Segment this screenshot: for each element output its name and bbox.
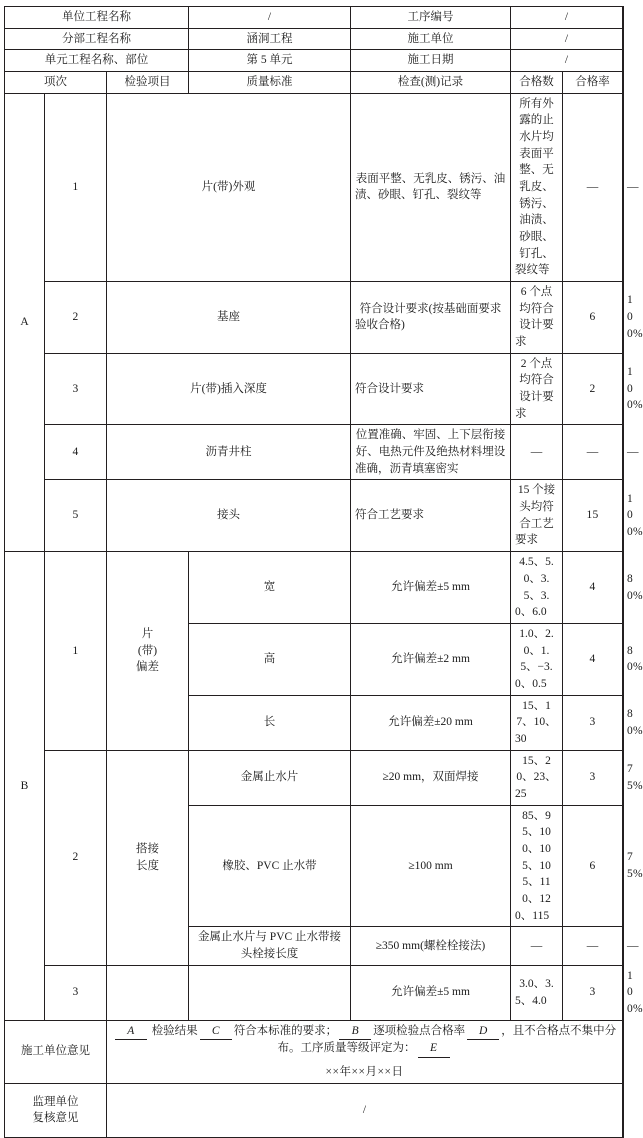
quality-standard: 允许偏差±2 mm — [351, 623, 511, 695]
inspect-item-sub-label: 高 — [189, 623, 351, 695]
qualified-count: 3 — [563, 965, 623, 1020]
check-record: 2 个点均符合设计要求 — [511, 353, 563, 425]
division-works-name-value[interactable]: 涵洞工程 — [189, 28, 351, 50]
qualified-count: 4 — [563, 552, 623, 624]
inspect-item-sub-label: 橡胶、PVC 止水带 — [189, 805, 351, 927]
item-no: 1 — [45, 93, 107, 281]
opinion-blank-b[interactable]: B — [339, 1023, 371, 1041]
inspect-item-name: 接头 — [107, 480, 351, 552]
inspect-item-name: 片(带)外观 — [107, 93, 351, 281]
supervisor-opinion-row — [5, 1083, 624, 1137]
inspect-item-sub-label: 金属止水片 — [189, 750, 351, 805]
qualified-count: 6 — [563, 805, 623, 927]
table-row — [5, 750, 624, 805]
construction-opinion-content[interactable] — [107, 1020, 623, 1083]
table-row — [5, 353, 624, 425]
qualified-count: — — [563, 93, 623, 281]
quality-standard: ≥350 mm(螺栓栓接法) — [351, 927, 511, 965]
process-number-label: 工序编号 — [351, 7, 511, 29]
construction-unit-value[interactable]: / — [511, 28, 623, 50]
qualified-rate: 100% — [627, 492, 643, 539]
check-record: 所有外露的止水片均表面平整、无乳皮、锈污、油渍、砂眼、钉孔、裂纹等 — [511, 93, 563, 281]
check-record: 15 个接头均符合工艺要求 — [511, 480, 563, 552]
col-header-qualified-rate: 合格率 — [563, 72, 623, 94]
check-record: 3.0、3.5、4.0 — [511, 965, 563, 1020]
qualified-rate: 100% — [627, 366, 643, 412]
qualified-rate: 80% — [627, 572, 643, 602]
construction-opinion-date[interactable]: ××年××月××日 — [325, 1065, 404, 1078]
col-header-item-no: 项次 — [5, 72, 107, 94]
qualified-rate: 100% — [627, 294, 643, 340]
qualified-rate: 100% — [627, 969, 643, 1015]
quality-standard: 允许偏差±20 mm — [351, 695, 511, 750]
unit-works-name-part-label: 单元工程名称、部位 — [5, 50, 189, 72]
check-record: 15、20、23、25 — [511, 750, 563, 805]
process-number-value[interactable]: / — [511, 7, 623, 29]
qualified-rate: 75% — [627, 851, 643, 880]
check-record: — — [511, 425, 563, 480]
qualified-rate: — — [627, 181, 639, 194]
table-row — [5, 93, 624, 281]
table-row — [5, 552, 624, 624]
item-no: 4 — [45, 425, 107, 480]
quality-standard: 表面平整、无乳皮、锈污、油渍、砂眼、钉孔、裂纹等 — [351, 93, 511, 281]
qualified-rate: 80% — [627, 707, 643, 737]
qualified-count: — — [563, 425, 623, 480]
unit-works-inspection-table — [4, 6, 643, 1138]
inspect-item-name: 片(带)插入深度 — [107, 353, 351, 425]
construction-date-label: 施工日期 — [351, 50, 511, 72]
quality-standard: 符合工艺要求 — [351, 480, 511, 552]
check-record: 85、95、100、105、105、110、120、115 — [511, 805, 563, 927]
qualified-count: 3 — [563, 750, 623, 805]
construction-unit-label: 施工单位 — [351, 28, 511, 50]
qualified-rate: 80% — [627, 644, 643, 674]
supervisor-opinion-value[interactable]: / — [107, 1083, 623, 1137]
opinion-blank-a[interactable]: A — [115, 1023, 147, 1041]
inspect-item-name: 基座 — [107, 282, 351, 354]
supervisor-opinion-label: 监理单位 复核意见 — [5, 1083, 107, 1137]
item-no: 2 — [45, 750, 107, 965]
qualified-rate: — — [627, 446, 639, 459]
table-row — [5, 282, 624, 354]
qualified-count: 15 — [563, 480, 623, 552]
opinion-text-1: 检验结果 — [148, 1024, 198, 1037]
item-no: 2 — [45, 282, 107, 354]
construction-opinion-row — [5, 1020, 624, 1083]
construction-date-value[interactable]: / — [511, 50, 623, 72]
qualified-count: 4 — [563, 623, 623, 695]
col-header-qualified-count: 合格数 — [511, 72, 563, 94]
col-header-check-record: 检查(测)记录 — [351, 72, 511, 94]
qualified-count: 3 — [563, 695, 623, 750]
project-name-value[interactable]: / — [189, 7, 351, 29]
check-record: 1.0、2.0、1.5、−3.0、0.5 — [511, 623, 563, 695]
quality-standard: 允许偏差±5 mm — [351, 552, 511, 624]
col-header-inspect-item: 检验项目 — [107, 72, 189, 94]
inspect-item-name: 沥青井柱 — [107, 425, 351, 480]
section-code-b: B — [5, 552, 45, 1020]
quality-standard: 符合设计要求 — [351, 353, 511, 425]
inspect-item-group-label — [107, 965, 189, 1020]
table-row — [5, 425, 624, 480]
item-no: 3 — [45, 353, 107, 425]
header-info-row — [5, 7, 624, 29]
quality-standard: 位置准确、牢固、上下层衔接好、电热元件及绝热材料埋设准确，沥青填塞密实 — [351, 425, 511, 480]
item-no: 5 — [45, 480, 107, 552]
check-record: 15、17、10、30 — [511, 695, 563, 750]
unit-works-name-part-value[interactable]: 第 5 单元 — [189, 50, 351, 72]
division-works-name-label: 分部工程名称 — [5, 28, 189, 50]
opinion-blank-c[interactable]: C — [200, 1023, 232, 1041]
inspect-item-group-label: 搭接 长度 — [107, 750, 189, 965]
qualified-rate: 75% — [627, 762, 643, 792]
table-row — [5, 965, 624, 1020]
project-name-label: 单位工程名称 — [5, 7, 189, 29]
inspect-item-group-label: 片 (带) 偏差 — [107, 552, 189, 750]
check-record: 6 个点均符合设计要求 — [511, 282, 563, 354]
inspect-item-sub-label: 金属止水片与 PVC 止水带接头栓接长度 — [189, 927, 351, 965]
col-header-quality-standard: 质量标准 — [189, 72, 351, 94]
quality-standard: ≥100 mm — [351, 805, 511, 927]
table-row — [5, 480, 624, 552]
quality-standard: 符合设计要求(按基础面要求验收合格) — [351, 282, 511, 354]
quality-standard: ≥20 mm，双面焊接 — [351, 750, 511, 805]
opinion-text-4: ，且不合格点不集中分布。工序质量等级评定为： — [277, 1024, 617, 1055]
section-code-a: A — [5, 93, 45, 551]
header-info-row — [5, 50, 624, 72]
inspect-item-sub-label: 长 — [189, 695, 351, 750]
opinion-text-3: 逐项检验点合格率 — [373, 1024, 466, 1037]
check-record: — — [511, 927, 563, 965]
quality-standard: 允许偏差±5 mm — [351, 965, 511, 1020]
inspect-item-sub-label — [189, 965, 351, 1020]
qualified-count: 2 — [563, 353, 623, 425]
opinion-text-2: 符合本标准的要求； — [233, 1024, 338, 1037]
qualified-rate: — — [627, 939, 639, 952]
inspect-item-sub-label: 宽 — [189, 552, 351, 624]
opinion-blank-e[interactable]: E — [418, 1040, 450, 1058]
qualified-count: — — [563, 927, 623, 965]
opinion-blank-d[interactable]: D — [467, 1023, 499, 1041]
check-record: 4.5、5.0、3.5、3.0、6.0 — [511, 552, 563, 624]
column-header-row — [5, 72, 624, 94]
item-no: 3 — [45, 965, 107, 1020]
qualified-count: 6 — [563, 282, 623, 354]
item-no: 1 — [45, 552, 107, 750]
construction-opinion-label: 施工单位意见 — [5, 1020, 107, 1083]
header-info-row — [5, 28, 624, 50]
